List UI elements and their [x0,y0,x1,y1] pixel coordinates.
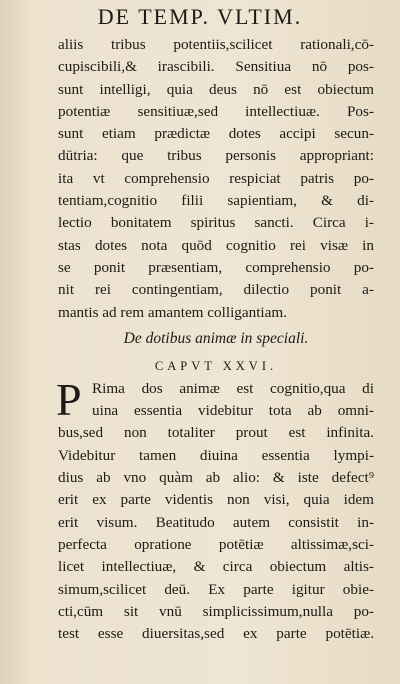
text-block [58,34,374,645]
text-line: perfecta opratione potētiæ altissimæ,sci- [58,535,374,553]
text-line: potentiæ sensitiuæ,sed intellectiuæ. Pos- [58,102,374,120]
text-line: Rima dos animæ est cognitio,qua di [92,379,374,397]
text-line: Videbitur tamen diuina essentia lympi- [58,446,374,464]
running-head: DE TEMP. VLTIM. [97,4,303,29]
text-line: cti,cūm sit vnū simplicissimum,nulla po- [58,602,374,620]
text-line: sunt etiam prædictæ dotes accipi secun- [58,125,374,143]
text-line: test esse diuersitas,sed ex parte potētiæ. [58,625,374,643]
paragraph-dowries [58,34,374,324]
chapter-heading: CAPVT XXVI. [154,358,278,373]
text-line: stas dotes nota quōd cognitio rei visæ in [58,236,374,254]
text-line: dius ab vno quàm ab alio: & iste defect⁹ [58,469,374,487]
text-line: dūtria: que tribus personis appropriant: [58,147,374,165]
text-line: mantis ad rem amantem colligantiam. [58,303,288,321]
text-line: se ponit præsentiam, comprehensio po- [58,258,374,276]
text-line: sunt intelligi, quia deus nō est obiectum [58,80,374,98]
text-line: lectio bonitatem spiritus sancti. Circa i- [58,214,374,232]
text-line: erit ex parte videntis non visi, quia idem [58,491,374,509]
section-heading: De dotibus animæ in speciali. [123,329,309,347]
text-line: tentiam,cognitio filii sapientiam, & di- [58,192,374,210]
text-line: simum,scilicet deū. Ex parte igitur obie- [58,580,374,598]
text-line: cupiscibili,& irascibili. Sensitiua nō pos- [58,58,374,76]
chapter-paragraph [56,373,374,646]
text-line: erit visum. Beatitudo autem consistit in- [58,513,374,531]
text-line: nit rei contingentiam, dilectio ponit a- [58,281,374,299]
text-line: ita vt comprehensio respiciat patris po- [58,169,374,187]
text-line: aliis tribus potentiis,scilicet rationali,cō- [58,36,374,53]
text-line: uina essentia videbitur tota ab omni- [92,402,374,420]
dropcap-letter: P [56,373,82,425]
text-line: bus,sed non totaliter prout est infinita. [58,424,374,442]
text-line: licet intellectiuæ, & circa obiectum altis- [58,558,374,576]
